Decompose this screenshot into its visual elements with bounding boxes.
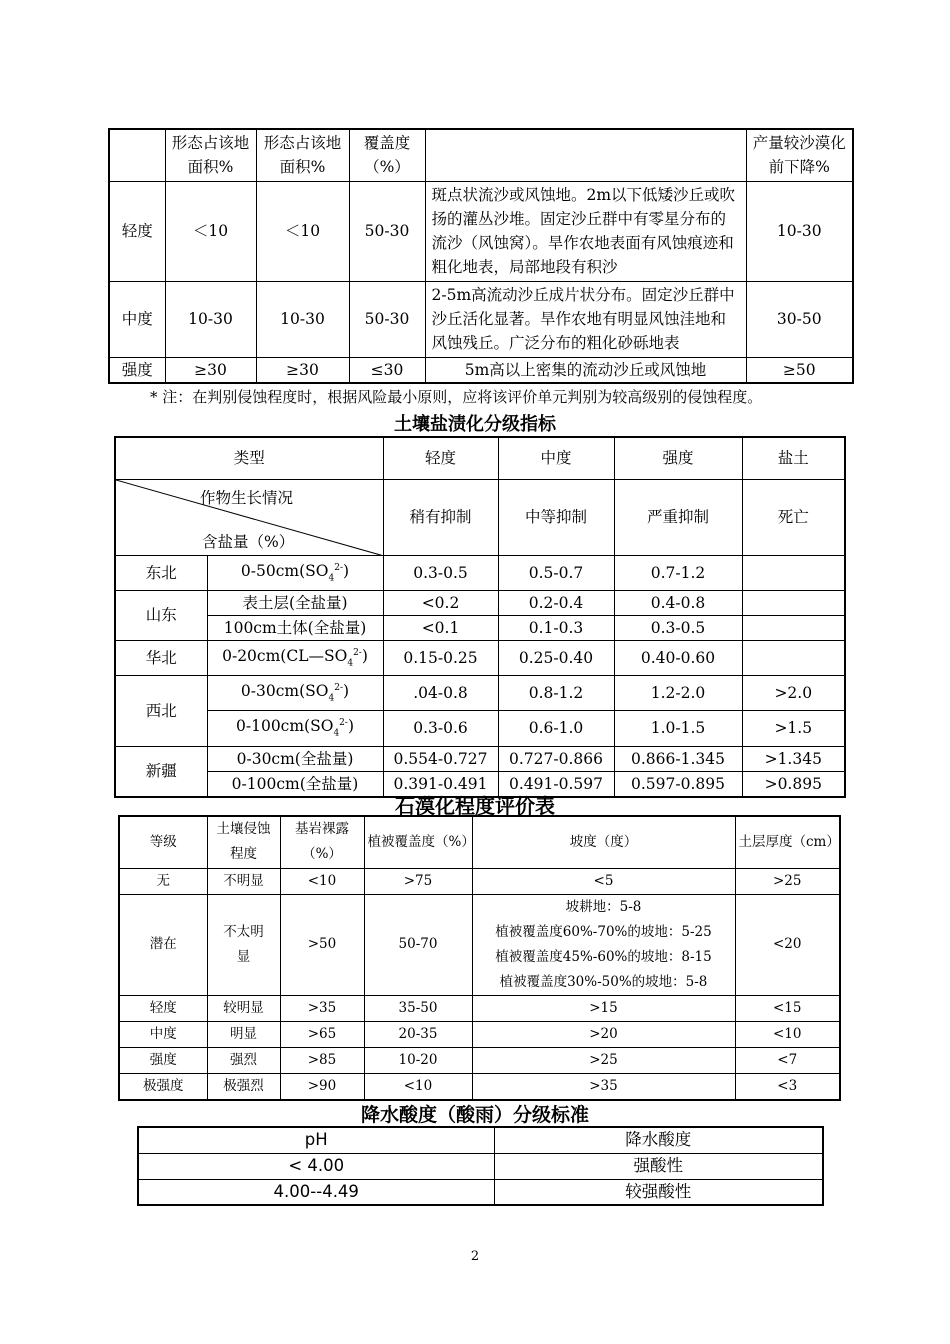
cell: 10-30 xyxy=(256,281,349,357)
table-row xyxy=(115,479,845,555)
cell: 0.3-0.6 xyxy=(383,711,498,746)
cell: 50-30 xyxy=(349,281,425,357)
header-cell xyxy=(109,129,165,181)
region-cell: 华北 xyxy=(115,640,207,675)
cell: 0.391-0.491 xyxy=(383,771,498,797)
cell: >65 xyxy=(280,1021,364,1047)
region-cell: 新疆 xyxy=(115,746,207,797)
cell: 0.554-0.727 xyxy=(383,746,498,771)
header-cell: 土层厚度（cm） xyxy=(735,816,840,868)
cell: 35-50 xyxy=(364,995,472,1021)
cell: >2.0 xyxy=(742,676,845,711)
cell: 不明显 xyxy=(207,868,280,894)
layer-cell: $0-50cm(SO_4^{2-})$ xyxy=(207,555,383,590)
table-row xyxy=(115,615,845,640)
cell: 0.25-0.40 xyxy=(498,640,614,675)
cell: >15 xyxy=(472,995,735,1021)
diagonal-bottom-label: 含盐量（%） xyxy=(202,532,295,551)
cell: <10 xyxy=(735,1021,840,1047)
cell: <10 xyxy=(280,868,364,894)
header-cell: 植被覆盖度（%） xyxy=(364,816,472,868)
cell: 0.491-0.597 xyxy=(498,771,614,797)
grade-cell: 潜在 xyxy=(119,894,207,995)
cell: 1.0-1.5 xyxy=(614,711,742,746)
layer-tail: ) xyxy=(347,717,355,736)
cell: 0.4-0.8 xyxy=(614,590,742,615)
layer-text: 0-20cm(CL—SO xyxy=(222,646,348,665)
cell: 1.2-2.0 xyxy=(614,676,742,711)
table-row xyxy=(119,1021,840,1047)
header-cell: 盐土 xyxy=(742,437,845,479)
cell: 强酸性 xyxy=(494,1153,823,1179)
grade-cell: 极强度 xyxy=(119,1073,207,1100)
cell: <7 xyxy=(735,1047,840,1073)
cell: 30-50 xyxy=(746,281,853,357)
layer-cell: 100cm土体(全盐量) xyxy=(207,615,383,640)
effect-cell: 严重抑制 xyxy=(614,479,742,555)
cell: 较明显 xyxy=(207,995,280,1021)
slope-line: 植被覆盖度45%-60%的坡地：8-15 xyxy=(495,948,712,965)
cell: 10-30 xyxy=(746,181,853,281)
cell: <20 xyxy=(735,894,840,995)
ion-charge: 2- xyxy=(353,647,362,658)
slope-line: 植被覆盖度30%-50%的坡地：5-8 xyxy=(499,973,708,990)
cell: 明显 xyxy=(207,1021,280,1047)
description-cell: 斑点状流沙或风蚀地。2m以下低矮沙丘或吹扬的灌丛沙堆。固定沙丘群中有零星分布的流沙（风蚀窝）。旱作农地表面有风蚀痕迹和粗化地表，局部地段有积沙 xyxy=(425,181,746,281)
cell: >25 xyxy=(735,868,840,894)
table-row xyxy=(115,640,845,675)
grade-cell: 中度 xyxy=(119,1021,207,1047)
effect-cell: 死亡 xyxy=(742,479,845,555)
header-cell: 基岩裸露（%） xyxy=(280,816,364,868)
header-cell: 降水酸度 xyxy=(494,1127,823,1153)
layer-cell: 表土层(全盐量) xyxy=(207,590,383,615)
table-row xyxy=(109,357,853,383)
cell: 0.3-0.5 xyxy=(383,555,498,590)
cell: >75 xyxy=(364,868,472,894)
cell: 0.5-0.7 xyxy=(498,555,614,590)
layer-text: 0-50cm(SO xyxy=(240,561,329,580)
grade-cell: 无 xyxy=(119,868,207,894)
rain-table-title: 降水酸度（酸雨）分级标准 xyxy=(360,1104,589,1126)
cell: >25 xyxy=(472,1047,735,1073)
header-cell: 等级 xyxy=(119,816,207,868)
cell xyxy=(742,555,845,590)
cell: 0.597-0.895 xyxy=(614,771,742,797)
desertification-table xyxy=(108,128,854,384)
cell: < 4.00 xyxy=(138,1153,494,1179)
region-cell: 西北 xyxy=(115,676,207,747)
layer-tail: ) xyxy=(343,561,350,580)
cell: ≤30 xyxy=(349,357,425,383)
layer-cell: $0-30cm(SO_4^{2-})$ xyxy=(207,676,383,711)
table-row xyxy=(109,281,853,357)
grade-cell: 强度 xyxy=(119,1047,207,1073)
layer-cell: $0-100cm(SO_4^{2-})$ xyxy=(207,711,383,746)
grade-cell: 中度 xyxy=(109,281,165,357)
cell: 0.727-0.866 xyxy=(498,746,614,771)
region-cell: 山东 xyxy=(115,590,207,640)
cell: >20 xyxy=(472,1021,735,1047)
rock-table-title: 石漠化程度评价表 xyxy=(395,794,555,818)
cell: 0.15-0.25 xyxy=(383,640,498,675)
salt-table-title: 土壤盐渍化分级指标 xyxy=(394,414,556,435)
description-cell: 2-5m高流动沙丘成片状分布。固定沙丘群中沙丘活化显著。旱作农地有明显风蚀洼地和风蚀残丘。广泛分布的粗化砂砾地表 xyxy=(425,281,746,357)
table-header-row xyxy=(115,437,845,479)
cell: <0.1 xyxy=(383,615,498,640)
page-number: 2 xyxy=(470,1249,480,1264)
cell: 0.7-1.2 xyxy=(614,555,742,590)
header-cell xyxy=(425,129,746,181)
table-row xyxy=(115,676,845,711)
header-cell: 强度 xyxy=(614,437,742,479)
cell: >0.895 xyxy=(742,771,845,797)
cell: ≥50 xyxy=(746,357,853,383)
cell: 0.2-0.4 xyxy=(498,590,614,615)
salinization-table xyxy=(114,436,846,798)
cell: 强烈 xyxy=(207,1047,280,1073)
ion-charge: 2- xyxy=(339,718,348,729)
acid-rain-table xyxy=(137,1126,824,1206)
cell xyxy=(742,640,845,675)
cell: .04-0.8 xyxy=(383,676,498,711)
cell: <10 xyxy=(364,1073,472,1100)
grade-cell: 轻度 xyxy=(119,995,207,1021)
cell: 10-20 xyxy=(364,1047,472,1073)
table-row xyxy=(119,995,840,1021)
cell: 极强烈 xyxy=(207,1073,280,1100)
table-row xyxy=(119,868,840,894)
header-cell: 形态占该地面积% xyxy=(165,129,256,181)
table-row xyxy=(138,1153,823,1179)
cell: >35 xyxy=(472,1073,735,1100)
grade-cell: 强度 xyxy=(109,357,165,383)
header-cell: 轻度 xyxy=(383,437,498,479)
cell: >90 xyxy=(280,1073,364,1100)
grade-cell: 轻度 xyxy=(109,181,165,281)
table-row xyxy=(115,711,845,746)
cell: ≥30 xyxy=(165,357,256,383)
slope-line: 植被覆盖度60%-70%的坡地：5-25 xyxy=(495,923,712,940)
diagonal-top-label: 作物生长情况 xyxy=(200,488,294,507)
slope-list-cell xyxy=(472,894,735,995)
cell: 50-30 xyxy=(349,181,425,281)
effect-cell: 稍有抑制 xyxy=(383,479,498,555)
cell: <15 xyxy=(735,995,840,1021)
cell: ＜10 xyxy=(256,181,349,281)
cell: 不太明显 xyxy=(207,894,280,995)
table-row xyxy=(109,181,853,281)
header-cell: 类型 xyxy=(115,437,383,479)
region-cell: 东北 xyxy=(115,555,207,590)
cell: 0.40-0.60 xyxy=(614,640,742,675)
layer-text: 0-100cm(SO xyxy=(236,717,334,736)
ion-charge: 2- xyxy=(334,562,344,573)
table-row xyxy=(115,590,845,615)
table-row xyxy=(115,555,845,590)
cell: 0.8-1.2 xyxy=(498,676,614,711)
layer-cell: $0-20cm(CL—SO_4^{2-})$ xyxy=(207,640,383,675)
cell: 50-70 xyxy=(364,894,472,995)
cell: 0.6-1.0 xyxy=(498,711,614,746)
layer-cell: 0-100cm(全盐量) xyxy=(207,771,383,797)
layer-cell: 0-30cm(全盐量) xyxy=(207,746,383,771)
cell: 0.3-0.5 xyxy=(614,615,742,640)
cell: <5 xyxy=(472,868,735,894)
cell xyxy=(742,590,845,615)
cell: >1.345 xyxy=(742,746,845,771)
table-header-row xyxy=(119,816,840,868)
cell: 较强酸性 xyxy=(494,1179,823,1205)
cell xyxy=(742,615,845,640)
table-note: * 注：在判别侵蚀程度时，根据风险最小原则，应将该评价单元判别为较高级别的侵蚀程度。 xyxy=(150,388,763,406)
header-cell: 形态占该地面积% xyxy=(256,129,349,181)
table-row xyxy=(115,746,845,771)
table-row xyxy=(119,1073,840,1100)
cell: 0.1-0.3 xyxy=(498,615,614,640)
cell: >85 xyxy=(280,1047,364,1073)
cell: 20-35 xyxy=(364,1021,472,1047)
header-cell: 坡度（度） xyxy=(472,816,735,868)
effect-cell: 中等抑制 xyxy=(498,479,614,555)
layer-text: 0-30cm(SO xyxy=(240,682,329,701)
header-cell: 中度 xyxy=(498,437,614,479)
cell: <3 xyxy=(735,1073,840,1100)
table-header-row xyxy=(138,1127,823,1153)
cell: ＜10 xyxy=(165,181,256,281)
rocky-desertification-table xyxy=(118,815,841,1101)
description-cell: 5m高以上密集的流动沙丘或风蚀地 xyxy=(425,357,746,383)
cell: 4.00--4.49 xyxy=(138,1179,494,1205)
table-header-row xyxy=(109,129,853,181)
cell: >1.5 xyxy=(742,711,845,746)
cell: 0.866-1.345 xyxy=(614,746,742,771)
layer-tail: ) xyxy=(343,682,350,701)
table-row xyxy=(138,1179,823,1205)
cell: <0.2 xyxy=(383,590,498,615)
cell: ≥30 xyxy=(256,357,349,383)
slope-line: 坡耕地：5-8 xyxy=(565,898,642,915)
ion-charge: 2- xyxy=(334,683,344,693)
cell: >50 xyxy=(280,894,364,995)
header-cell: 土壤侵蚀程度 xyxy=(207,816,280,868)
header-cell: 覆盖度（%） xyxy=(349,129,425,181)
cell: >35 xyxy=(280,995,364,1021)
cell: 10-30 xyxy=(165,281,256,357)
header-cell: 产量较沙漠化前下降% xyxy=(746,129,853,181)
diagonal-header-cell xyxy=(115,479,383,555)
table-row xyxy=(119,894,840,995)
layer-tail: ) xyxy=(361,646,368,665)
header-cell: pH xyxy=(138,1127,494,1153)
table-row xyxy=(119,1047,840,1073)
